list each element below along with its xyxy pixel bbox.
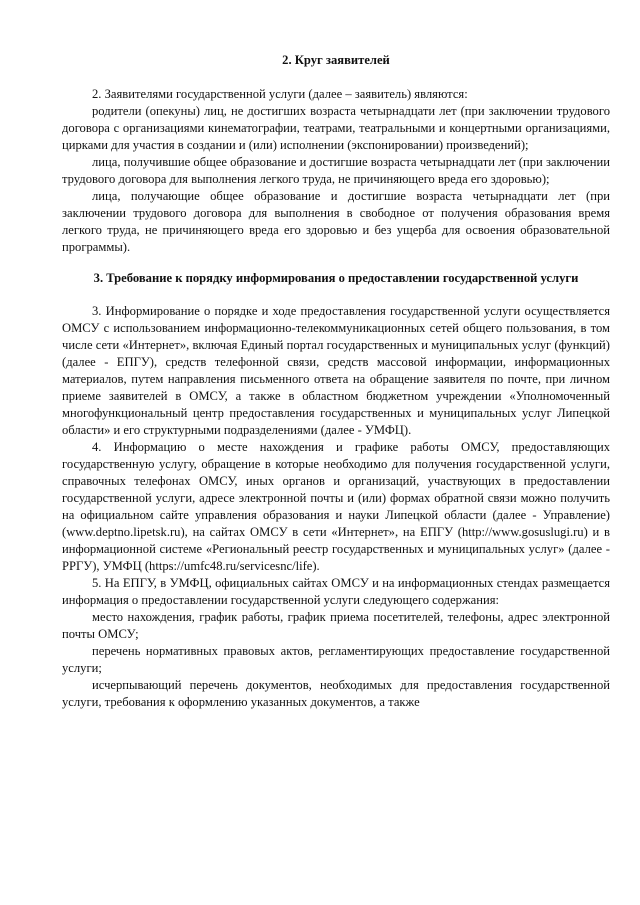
section-3-paragraph: 5. На ЕПГУ, в УМФЦ, официальных сайтах ОМСУ и на информационных стендах размещается информация о предоставлении государственной услуги следующего содержания: [62, 576, 610, 607]
section-3-paragraph: место нахождения, график работы, график приема посетителей, телефоны, адрес электронной почты ОМСУ; [62, 610, 610, 641]
section-3-paragraph: исчерпывающий перечень документов, необходимых для предоставления государственной услуги, требования к оформлению указанных документов, а также [62, 678, 610, 709]
section-2-paragraph: лица, получающие общее образование и достигшие возраста четырнадцати лет (при заключении трудового договора для выполнения в свободное от получения образования время легкого труда, не причиняющего вреда его здоровью и без ущерба для освоения образовательной программы). [62, 189, 610, 254]
section-3-paragraph: 4. Информацию о месте нахождения и графике работы ОМСУ, предоставляющих государственную услугу, обращение в которые необходимо для получения государственной услуги, справочных телефонах ОМСУ, иных органов и организаций, участвующих в предоставлении государственной услуги, адресе электронной почты и (или) формах обратной связи можно получить на официальном сайте управления образования и науки Липецкой области (далее - Управление)(www.deptno.lipetsk.ru), на сайтах ОМСУ в сети «Интернет», на ЕПГУ (http://www.gosuslugi.ru) и в информационной системе «Региональный реестр государственных и муниципальных услуг» (далее - РРГУ), УМФЦ (https://umfc48.ru/servicesnc/life). [62, 440, 610, 573]
section-2-paragraph: 2. Заявителями государственной услуги (далее – заявитель) являются: [92, 87, 468, 101]
section-2-title: 2. Круг заявителей [282, 53, 390, 67]
document-page [62, 52, 610, 711]
section-2-paragraph: родители (опекуны) лиц, не достигших возраста четырнадцати лет (при заключении трудового договора с организациями кинематографии, театрами, театральными и концертными организациями, цирками для участия в создании и (или) исполнении (экспонировании) произведений); [62, 104, 610, 152]
section-3-paragraph: перечень нормативных правовых актов, регламентирующих предоставление государственной услуги; [62, 644, 610, 675]
section-3-title: 3. Требование к порядку информирования о предоставлении государственной услуги [93, 271, 579, 285]
section-3-paragraph: 3. Информирование о порядке и ходе предоставления государственной услуги осуществляется ОМСУ с использованием информационно-телекоммуникационных сетей общего пользования, в том числе сети «Интернет», включая Единый портал государственных и муниципальных услуг (функций) (далее - ЕПГУ), средств телефонной связи, средств массовой информации, информационных материалов, путем направления письменного ответа на обращение заявителя по почте, при личном приеме заявителей в ОМСУ, а также в областном бюджетном учреждении «Уполномоченный многофункциональный центр предоставления государственных и муниципальных услуг Липецкой области» и его структурными подразделениями (далее - УМФЦ). [62, 304, 610, 437]
section-2-paragraph: лица, получившие общее образование и достигшие возраста четырнадцати лет (при заключении трудового договора для выполнения легкого труда, не причиняющего вреда его здоровью); [62, 155, 610, 186]
